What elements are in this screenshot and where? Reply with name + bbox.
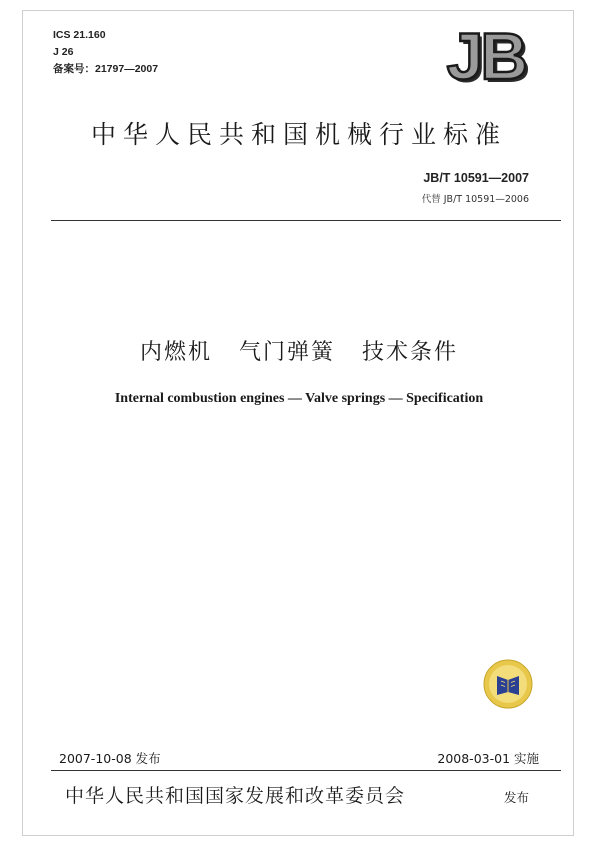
bottom-divider: [51, 770, 561, 771]
implementation-date: 2008-03-01 实施: [437, 751, 539, 766]
publish-label: 发布: [504, 790, 530, 805]
classification-block: [53, 27, 158, 78]
standard-category-title: 中华人民共和国机械行业标准: [90, 120, 507, 149]
filing-number: 备案号：21797—2007: [53, 63, 159, 75]
ics-code: ICS 21.160: [53, 29, 106, 41]
issue-date: 2007-10-08 发布: [59, 751, 161, 766]
standard-cover-page: [22, 10, 574, 836]
title-chinese: 内燃机 气门弹簧 技术条件: [140, 340, 458, 365]
jb-logo: JB: [446, 19, 525, 93]
publisher-seal-icon: [483, 659, 533, 709]
standard-number: JB/T 10591—2007: [423, 171, 529, 185]
top-divider: [51, 220, 561, 221]
title-english: Internal combustion engines — Valve springs — Specification: [114, 391, 484, 406]
publisher-name: 中华人民共和国国家发展和改革委员会: [65, 785, 406, 807]
ccs-code: J 26: [53, 46, 74, 58]
replaces-standard: 代替 JB/T 10591—2006: [421, 194, 529, 205]
